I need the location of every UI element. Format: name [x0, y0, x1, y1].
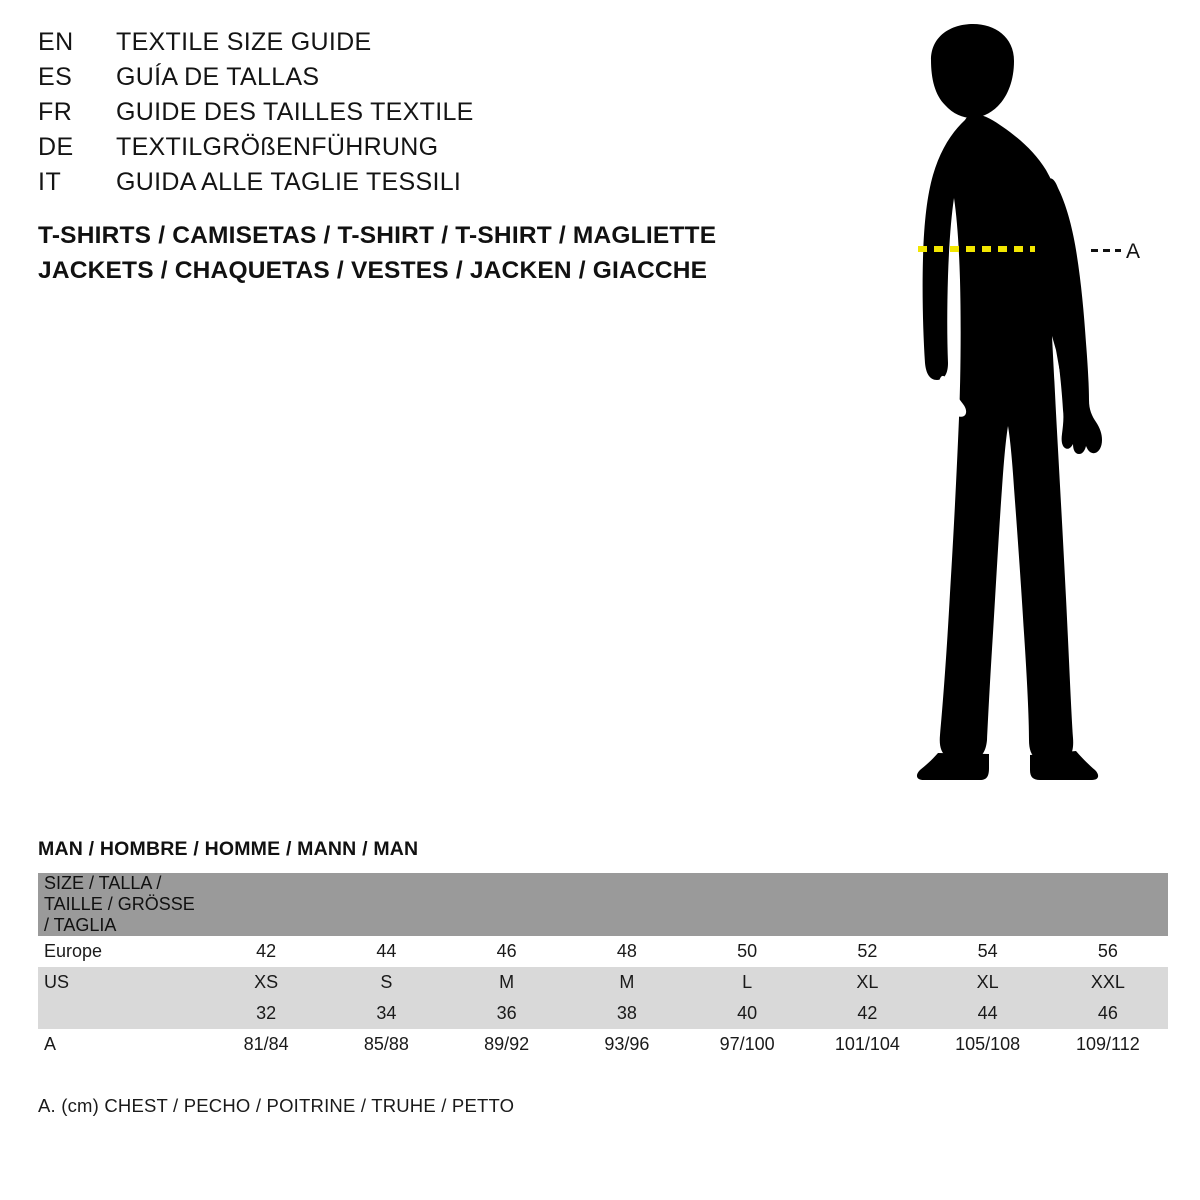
table-cell: 44: [928, 998, 1048, 1029]
table-cell: 46: [1048, 998, 1168, 1029]
language-title: GUÍA DE TALLAS: [116, 63, 320, 91]
row-label: US: [38, 967, 206, 998]
table-header-cell: [206, 873, 326, 936]
table-cell: 89/92: [447, 1029, 567, 1060]
category-list: [38, 218, 838, 288]
table-cell: 105/108: [928, 1029, 1048, 1060]
language-title: TEXTILE SIZE GUIDE: [116, 28, 372, 56]
category-tshirts: T-SHIRTS / CAMISETAS / T-SHIRT / T-SHIRT / MAGLIETTE: [38, 222, 717, 249]
size-table: [38, 873, 1168, 1060]
language-code: ES: [38, 63, 73, 91]
measure-leader-line: [1091, 249, 1121, 252]
table-cell: L: [687, 967, 807, 998]
table-row: [38, 998, 1168, 1029]
table-cell: 56: [1048, 936, 1168, 967]
table-cell: XS: [206, 967, 326, 998]
silhouette-icon: [830, 18, 1170, 788]
language-code: EN: [38, 28, 74, 56]
table-header-cell: [447, 873, 567, 936]
table-cell: 46: [447, 936, 567, 967]
table-cell: 52: [807, 936, 927, 967]
table-cell: 34: [326, 998, 446, 1029]
table-cell: XL: [807, 967, 927, 998]
size-table-section: [38, 838, 1168, 1060]
measure-label-a: A: [1126, 240, 1141, 263]
language-title: GUIDE DES TAILLES TEXTILE: [116, 98, 474, 126]
table-header-cell: [807, 873, 927, 936]
language-row: [38, 28, 798, 63]
language-list: [38, 28, 798, 203]
table-row: [38, 1029, 1168, 1060]
table-cell: 44: [326, 936, 446, 967]
table-cell: M: [567, 967, 687, 998]
table-cell: XXL: [1048, 967, 1168, 998]
table-cell: XL: [928, 967, 1048, 998]
table-cell: 36: [447, 998, 567, 1029]
row-label: [38, 998, 206, 1029]
table-title: MAN / HOMBRE / HOMME / MANN / MAN: [38, 838, 419, 860]
table-cell: 85/88: [326, 1029, 446, 1060]
table-row: [38, 936, 1168, 967]
language-code: FR: [38, 98, 73, 126]
male-silhouette-figure: [830, 18, 1170, 788]
table-header-cell: [326, 873, 446, 936]
language-row: [38, 133, 798, 168]
language-row: [38, 63, 798, 98]
language-code: DE: [38, 133, 74, 161]
table-cell: 42: [807, 998, 927, 1029]
table-cell: 93/96: [567, 1029, 687, 1060]
language-row: [38, 98, 798, 133]
row-label: A: [38, 1029, 206, 1060]
language-title: GUIDA ALLE TAGLIE TESSILI: [116, 168, 462, 196]
language-title: TEXTILGRÖßENFÜHRUNG: [116, 133, 439, 161]
table-cell: 42: [206, 936, 326, 967]
table-header-label: SIZE / TALLA / TAILLE / GRÖSSE / TAGLIA: [38, 873, 206, 936]
table-header-row: [38, 873, 1168, 936]
table-cell: 81/84: [206, 1029, 326, 1060]
table-cell: 97/100: [687, 1029, 807, 1060]
table-header-cell: [687, 873, 807, 936]
table-cell: 40: [687, 998, 807, 1029]
table-header-cell: [928, 873, 1048, 936]
language-row: [38, 168, 798, 203]
table-row: [38, 967, 1168, 998]
table-cell: 48: [567, 936, 687, 967]
table-cell: 50: [687, 936, 807, 967]
table-cell: 54: [928, 936, 1048, 967]
language-code: IT: [38, 168, 62, 196]
row-label: Europe: [38, 936, 206, 967]
table-cell: 109/112: [1048, 1029, 1168, 1060]
table-cell: 32: [206, 998, 326, 1029]
table-cell: S: [326, 967, 446, 998]
table-header-cell: [1048, 873, 1168, 936]
table-cell: 101/104: [807, 1029, 927, 1060]
table-cell: 38: [567, 998, 687, 1029]
footnote-chest-measure: A. (cm) CHEST / PECHO / POITRINE / TRUHE / PETTO: [38, 1095, 515, 1116]
table-cell: M: [447, 967, 567, 998]
category-jackets: JACKETS / CHAQUETAS / VESTES / JACKEN / GIACCHE: [38, 257, 708, 284]
table-header-cell: [567, 873, 687, 936]
